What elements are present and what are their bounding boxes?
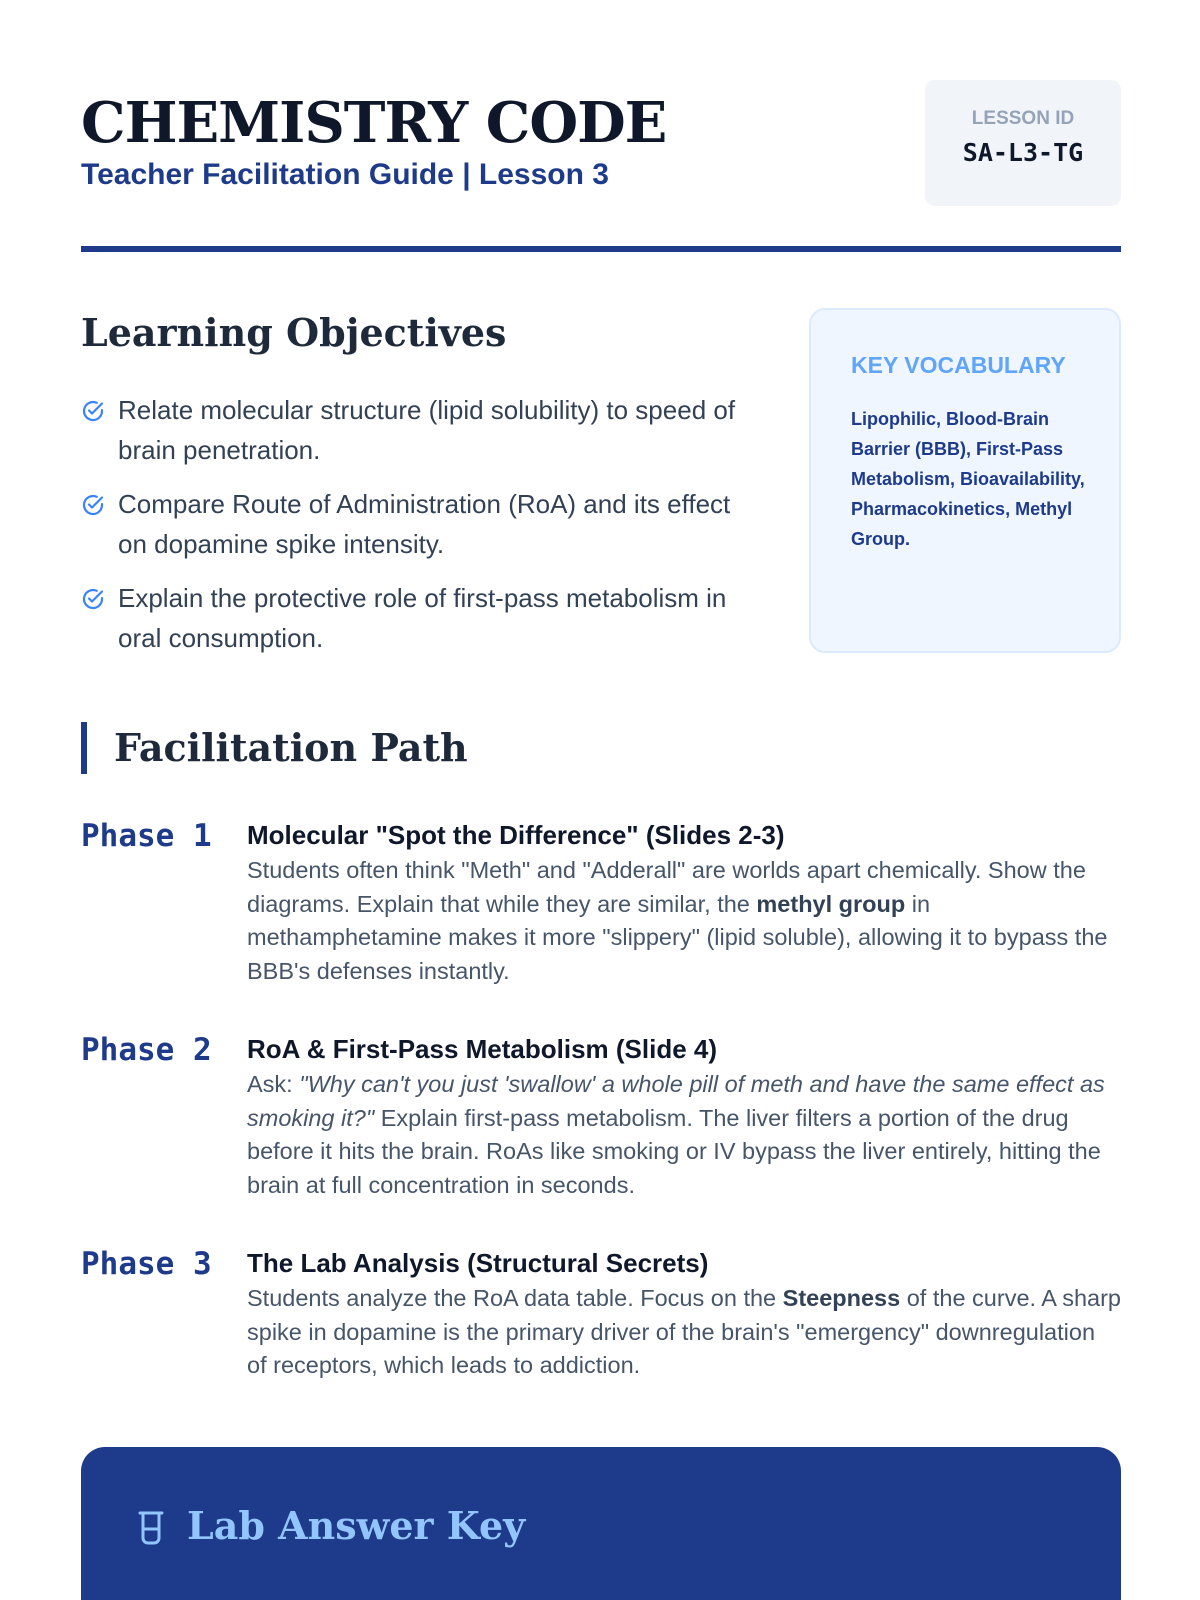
phase-body-emphasis: methyl group	[756, 890, 906, 917]
phase-body-text: in methamphetamine makes it more "slippery" (lipid soluble), allowing it to bypass the BBB's defenses instantly.	[247, 890, 1108, 984]
phase-body	[247, 854, 1121, 988]
phase-body-text: Students often think "Meth" and "Adderall" are worlds apart chemically. Show the diagrams. Explain that while they are similar, the	[247, 857, 1086, 917]
objective-item	[81, 484, 741, 564]
phase-title: RoA & First-Pass Metabolism (Slide 4)	[247, 1034, 718, 1064]
phase-body-question: "Why can't you just 'swallow' a whole pill of meth and have the same effect as smoking it?"	[247, 1071, 1105, 1131]
objective-text: Compare Route of Administration (RoA) and its effect on dopamine spike intensity.	[118, 489, 731, 559]
facilitation-heading: Facilitation Path	[114, 725, 468, 770]
check-circle-icon	[81, 399, 105, 423]
lesson-id-label: LESSON ID	[971, 108, 1075, 129]
check-circle-icon	[81, 493, 105, 517]
objectives-heading: Learning Objectives	[81, 310, 507, 355]
phase-title: The Lab Analysis (Structural Secrets)	[247, 1248, 709, 1278]
check-circle-icon	[81, 587, 105, 611]
phase-body-text: Ask:	[247, 1071, 300, 1097]
phase-body-text: of the curve. A sharp spike in dopamine is the primary driver of the brain's "emergency" downregulation of receptors, which leads to addiction.	[247, 1285, 1121, 1378]
document-subtitle: Teacher Facilitation Guide | Lesson 3	[81, 158, 609, 191]
phase-tag: Phase 2	[81, 1032, 212, 1068]
learning-objectives	[81, 310, 741, 653]
lab-heading: Lab Answer Key	[187, 1503, 526, 1548]
phase-tag: Phase 3	[81, 1246, 212, 1282]
phase-tag: Phase 1	[81, 818, 212, 854]
objective-text: Explain the protective role of first-pass metabolism in oral consumption.	[118, 583, 727, 653]
beaker-icon	[137, 1510, 165, 1546]
lesson-id-box	[925, 80, 1121, 206]
heading-accent-bar	[81, 722, 87, 774]
objectives-list	[81, 390, 741, 672]
phase-body	[247, 1282, 1121, 1383]
objective-text: Relate molecular structure (lipid solubility) to speed of brain penetration.	[118, 395, 736, 465]
document-title: CHEMISTRY CODE	[81, 90, 667, 156]
key-vocabulary-card	[809, 308, 1121, 653]
phase-body-text: Students analyze the RoA data table. Focus on the	[247, 1285, 783, 1311]
phase-title: Molecular "Spot the Difference" (Slides 2-3)	[247, 820, 785, 850]
phase-body	[247, 1068, 1121, 1202]
phase-body-text: Explain first-pass metabolism. The liver filters a portion of the drug before it hits the brain. RoAs like smoking or IV bypass the liver entirely, hitting the brain at full concentration in seconds.	[247, 1104, 1101, 1198]
header	[81, 80, 1121, 250]
vocabulary-label: KEY VOCABULARY	[851, 352, 1066, 378]
objective-item	[81, 390, 741, 470]
phase-body-emphasis: Steepness	[782, 1285, 901, 1311]
objective-item	[81, 578, 741, 658]
lab-answer-key-card	[81, 1447, 1121, 1600]
lesson-id-value: SA-L3-TG	[962, 138, 1084, 167]
header-divider	[81, 246, 1121, 252]
vocabulary-terms: Lipophilic, Blood-Brain Barrier (BBB), First-Pass Metabolism, Bioavailability, Pharmacokinetics, Methyl Group.	[851, 409, 1085, 549]
